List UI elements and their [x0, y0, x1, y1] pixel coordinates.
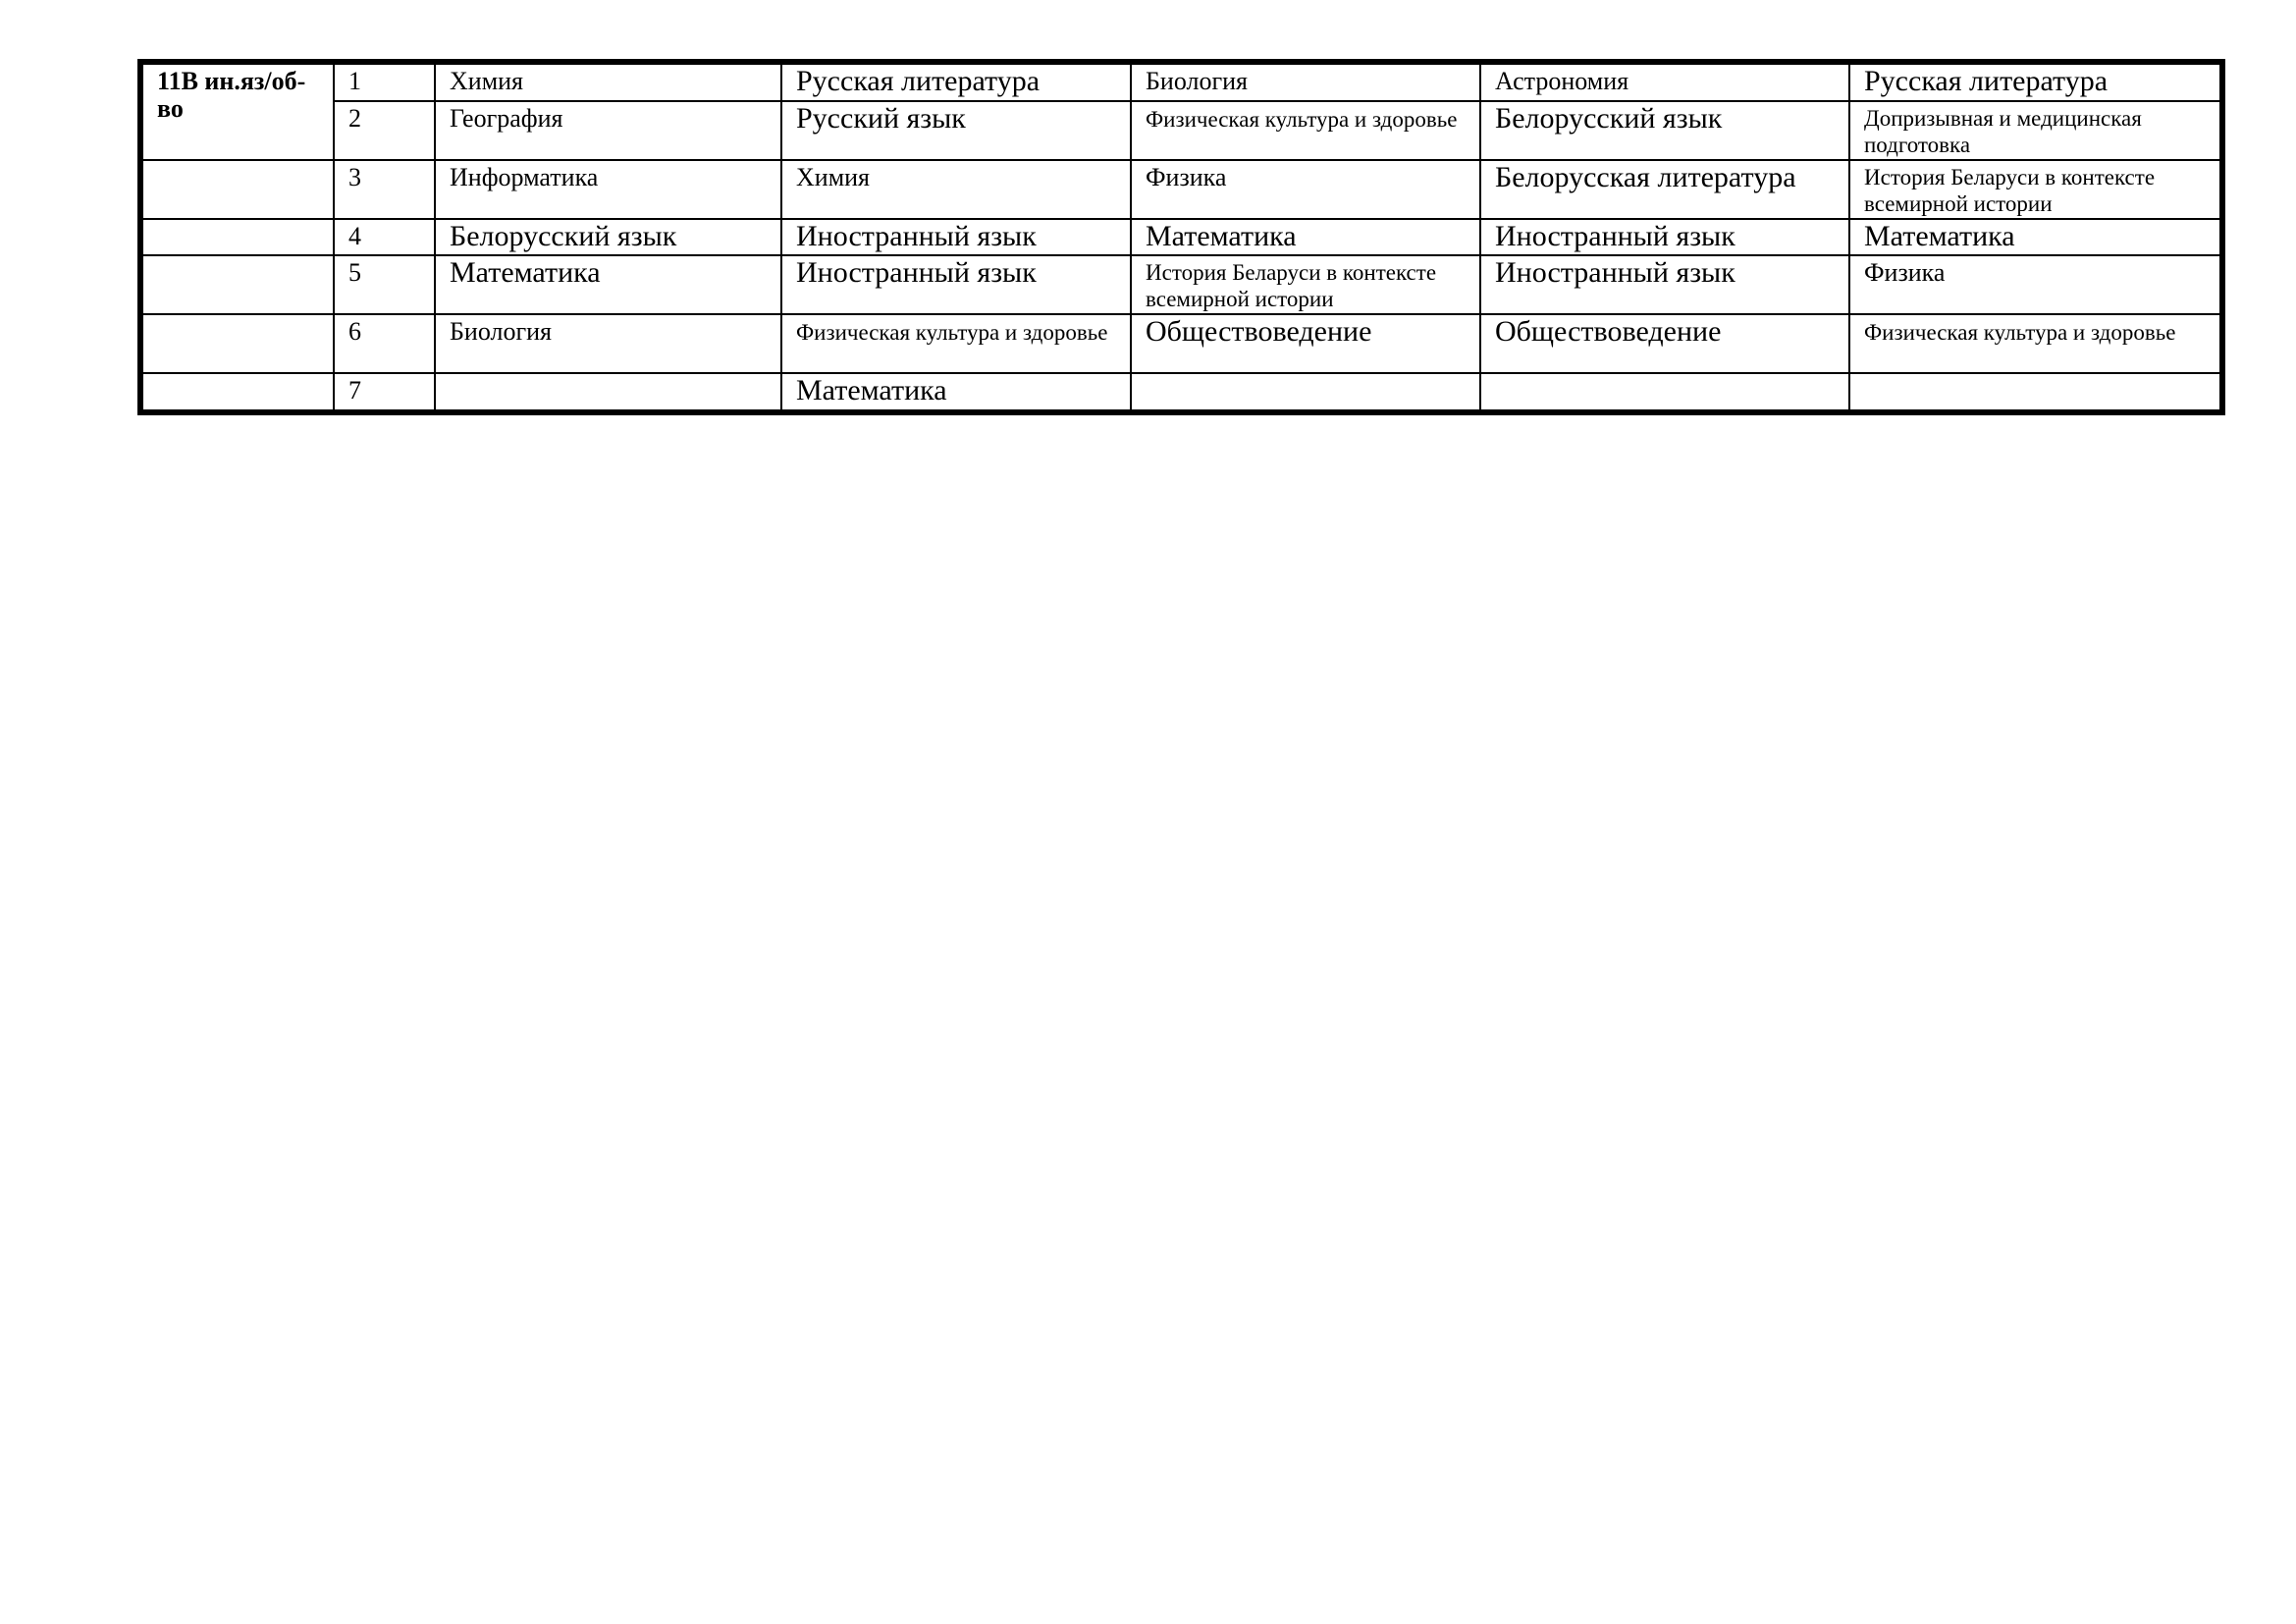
class-cell-empty: [140, 255, 334, 314]
lesson-number: 7: [334, 373, 435, 412]
lesson-cell: История Беларуси в контексте всемирной истории: [1131, 255, 1480, 314]
lesson-number: 5: [334, 255, 435, 314]
table-row: [140, 62, 2222, 101]
lesson-number: 6: [334, 314, 435, 373]
lesson-cell: [1480, 373, 1849, 412]
lesson-cell: История Беларуси в контексте всемирной истории: [1849, 160, 2222, 219]
table-row: [140, 373, 2222, 412]
lesson-cell: Математика: [435, 255, 781, 314]
lesson-cell: Математика: [1131, 219, 1480, 255]
lesson-cell: Информатика: [435, 160, 781, 219]
class-cell-empty: [140, 219, 334, 255]
lesson-cell: Белорусская литература: [1480, 160, 1849, 219]
table-row: [140, 219, 2222, 255]
table-row: [140, 160, 2222, 219]
table-row: [140, 255, 2222, 314]
class-label: 11В ин.яз/об-во: [140, 62, 334, 160]
lesson-cell: Обществоведение: [1131, 314, 1480, 373]
lesson-cell: Математика: [781, 373, 1131, 412]
lesson-cell: Математика: [1849, 219, 2222, 255]
lesson-cell: Физическая культура и здоровье: [1849, 314, 2222, 373]
lesson-cell: Физическая культура и здоровье: [781, 314, 1131, 373]
class-cell-empty: [140, 373, 334, 412]
table-row: [140, 101, 2222, 160]
class-cell-empty: [140, 160, 334, 219]
lesson-cell: Иностранный язык: [1480, 219, 1849, 255]
lesson-cell: Иностранный язык: [781, 219, 1131, 255]
lesson-cell: Белорусский язык: [1480, 101, 1849, 160]
lesson-cell: Иностранный язык: [781, 255, 1131, 314]
lesson-number: 3: [334, 160, 435, 219]
table-row: [140, 314, 2222, 373]
lesson-number: 4: [334, 219, 435, 255]
lesson-cell: Физическая культура и здоровье: [1131, 101, 1480, 160]
lesson-cell: Русская литература: [1849, 62, 2222, 101]
lesson-cell: Химия: [435, 62, 781, 101]
lesson-cell: [435, 373, 781, 412]
lesson-cell: География: [435, 101, 781, 160]
lesson-cell: Физика: [1131, 160, 1480, 219]
lesson-cell: Физика: [1849, 255, 2222, 314]
lesson-cell: Биология: [1131, 62, 1480, 101]
lesson-number: 1: [334, 62, 435, 101]
lesson-cell: Иностранный язык: [1480, 255, 1849, 314]
lesson-number: 2: [334, 101, 435, 160]
lesson-cell: [1849, 373, 2222, 412]
lesson-cell: Биология: [435, 314, 781, 373]
lesson-cell: Химия: [781, 160, 1131, 219]
lesson-cell: Русская литература: [781, 62, 1131, 101]
lesson-cell: Допризывная и медицинская подготовка: [1849, 101, 2222, 160]
class-cell-empty: [140, 314, 334, 373]
schedule-table: [137, 59, 2225, 415]
lesson-cell: Астрономия: [1480, 62, 1849, 101]
lesson-cell: Русский язык: [781, 101, 1131, 160]
lesson-cell: Белорусский язык: [435, 219, 781, 255]
lesson-cell: [1131, 373, 1480, 412]
lesson-cell: Обществоведение: [1480, 314, 1849, 373]
